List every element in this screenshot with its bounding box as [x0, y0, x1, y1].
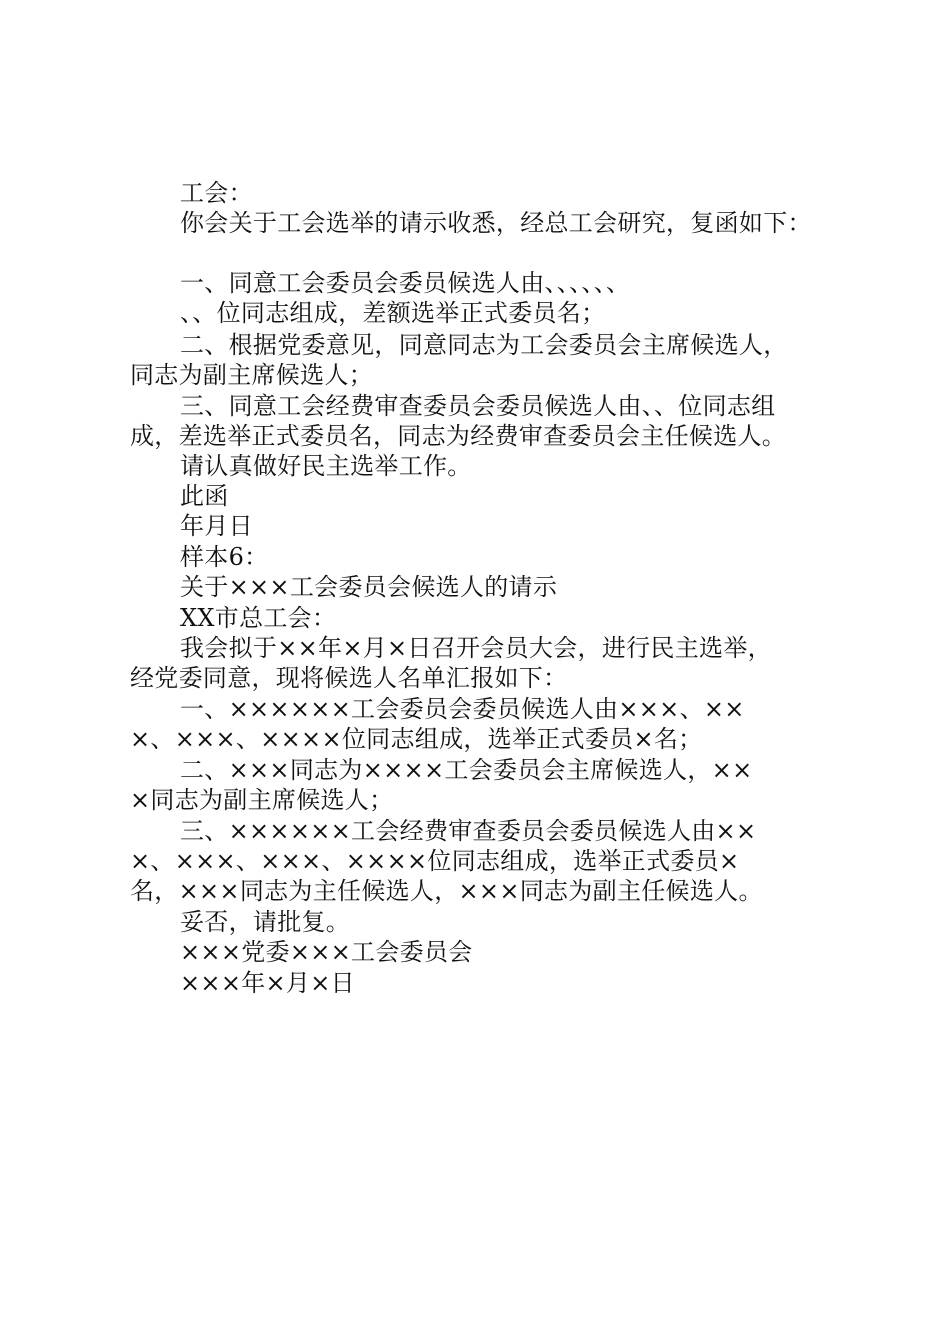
body-line: 、、位同志组成，差额选举正式委员名；: [180, 299, 606, 327]
body-line: ×同志为副主席候选人；: [130, 786, 394, 814]
body-line: 同志为副主席候选人；: [130, 361, 373, 389]
body-line: 二、根据党委意见，同意同志为工会委员会主席候选人，: [180, 331, 788, 359]
date-line: ×××年×月×日: [180, 969, 355, 997]
body-line: ×、×××、×××、××××位同志组成，选举正式委员×: [130, 847, 740, 875]
salutation-line: 工会：: [180, 179, 253, 207]
body-line: 妥否，请批复。: [180, 908, 351, 936]
body-line: 经党委同意，现将候选人名单汇报如下：: [130, 664, 568, 692]
body-line: 三、××××××工会经费审查委员会委员候选人由××: [180, 817, 757, 845]
body-line: 你会关于工会选举的请示收悉，经总工会研究，复函如下：: [180, 209, 812, 237]
section-heading: 样本6：: [180, 543, 269, 571]
body-line: 名，×××同志为主任候选人，×××同志为副主任候选人。: [130, 877, 763, 905]
body-line: 我会拟于××年×月×日召开会员大会，进行民主选举，: [180, 634, 772, 662]
signature-line: ×××党委×××工会委员会: [180, 938, 473, 966]
body-line: 一、同意工会委员会委员候选人由、、、、、、: [180, 269, 631, 297]
body-line: 成，差选举正式委员名，同志为经费审查委员会主任候选人。: [130, 422, 787, 450]
document-title: 关于×××工会委员会候选人的请示: [180, 573, 558, 601]
body-line: 请认真做好民主选举工作。: [180, 452, 472, 480]
closing-line: 此函: [180, 482, 229, 510]
date-line: 年月日: [180, 512, 253, 540]
body-line: 三、同意工会经费审查委员会委员候选人由、、位同志组: [180, 392, 776, 420]
body-line: ×、×××、××××位同志组成，选举正式委员×名；: [130, 725, 703, 753]
body-line: 二、×××同志为××××工会委员会主席候选人，××: [180, 756, 753, 784]
body-line: 一、××××××工会委员会委员候选人由×××、××: [180, 695, 745, 723]
salutation-line: XX市总工会：: [180, 604, 337, 632]
